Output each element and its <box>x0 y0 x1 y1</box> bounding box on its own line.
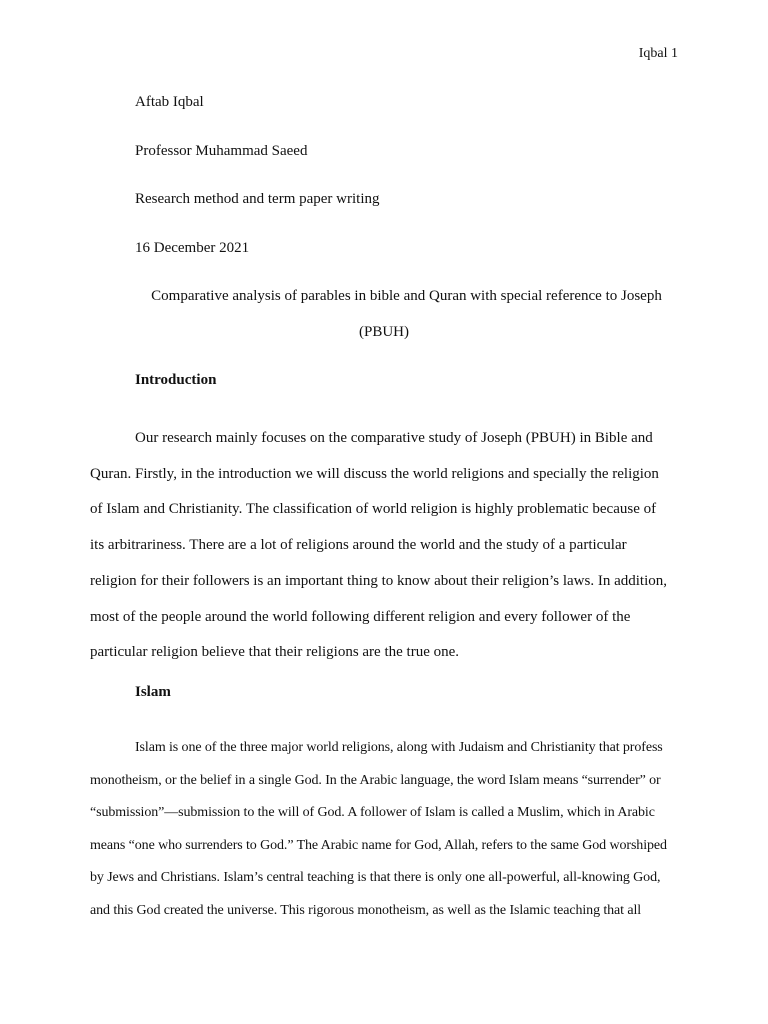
professor-name: Professor Muhammad Saeed <box>135 143 308 159</box>
islam-paragraph <box>90 732 680 928</box>
paragraph-line: means “one who surrenders to God.” The Arabic name for God, Allah, refers to the same God worshiped <box>90 837 667 853</box>
paragraph-line: most of the people around the world following different religion and every follower of the <box>90 608 631 625</box>
paragraph-line: religion for their followers is an important thing to know about their religion’s laws. In addition, <box>90 572 667 589</box>
section-heading-islam: Islam <box>135 684 171 700</box>
section-heading-introduction: Introduction <box>135 372 217 388</box>
paragraph-line: Quran. Firstly, in the introduction we will discuss the world religions and specially the religion <box>90 465 659 482</box>
author-name: Aftab Iqbal <box>135 94 204 110</box>
paragraph-line: Islam is one of the three major world religions, along with Judaism and Christianity that profess <box>135 740 663 755</box>
page-header: Iqbal 1 <box>638 46 678 61</box>
paragraph-line: Our research mainly focuses on the comparative study of Joseph (PBUH) in Bible and <box>135 430 653 446</box>
document-date: 16 December 2021 <box>135 240 250 256</box>
paper-title-line-2: (PBUH) <box>358 324 409 340</box>
paragraph-line: by Jews and Christians. Islam’s central teaching is that there is only one all-powerful, all-knowing God, <box>90 870 661 886</box>
paper-title-line-1: Comparative analysis of parables in bible and Quran with special reference to Joseph <box>151 288 662 304</box>
paragraph-line: “submission”—submission to the will of God. A follower of Islam is called a Muslim, which in Arabic <box>90 805 655 821</box>
paragraph-line: its arbitrariness. There are a lot of religions around the world and the study of a particular <box>90 537 627 554</box>
paragraph-line: of Islam and Christianity. The classification of world religion is highly problematic because of <box>90 501 657 518</box>
paragraph-line: monotheism, or the belief in a single God. In the Arabic language, the word Islam means “surrender” or <box>90 772 661 788</box>
introduction-paragraph <box>90 421 680 671</box>
course-name: Research method and term paper writing <box>135 191 380 207</box>
paragraph-line: and this God created the universe. This rigorous monotheism, as well as the Islamic teaching that all <box>90 902 642 918</box>
paragraph-line: particular religion believe that their religions are the true one. <box>90 644 460 661</box>
